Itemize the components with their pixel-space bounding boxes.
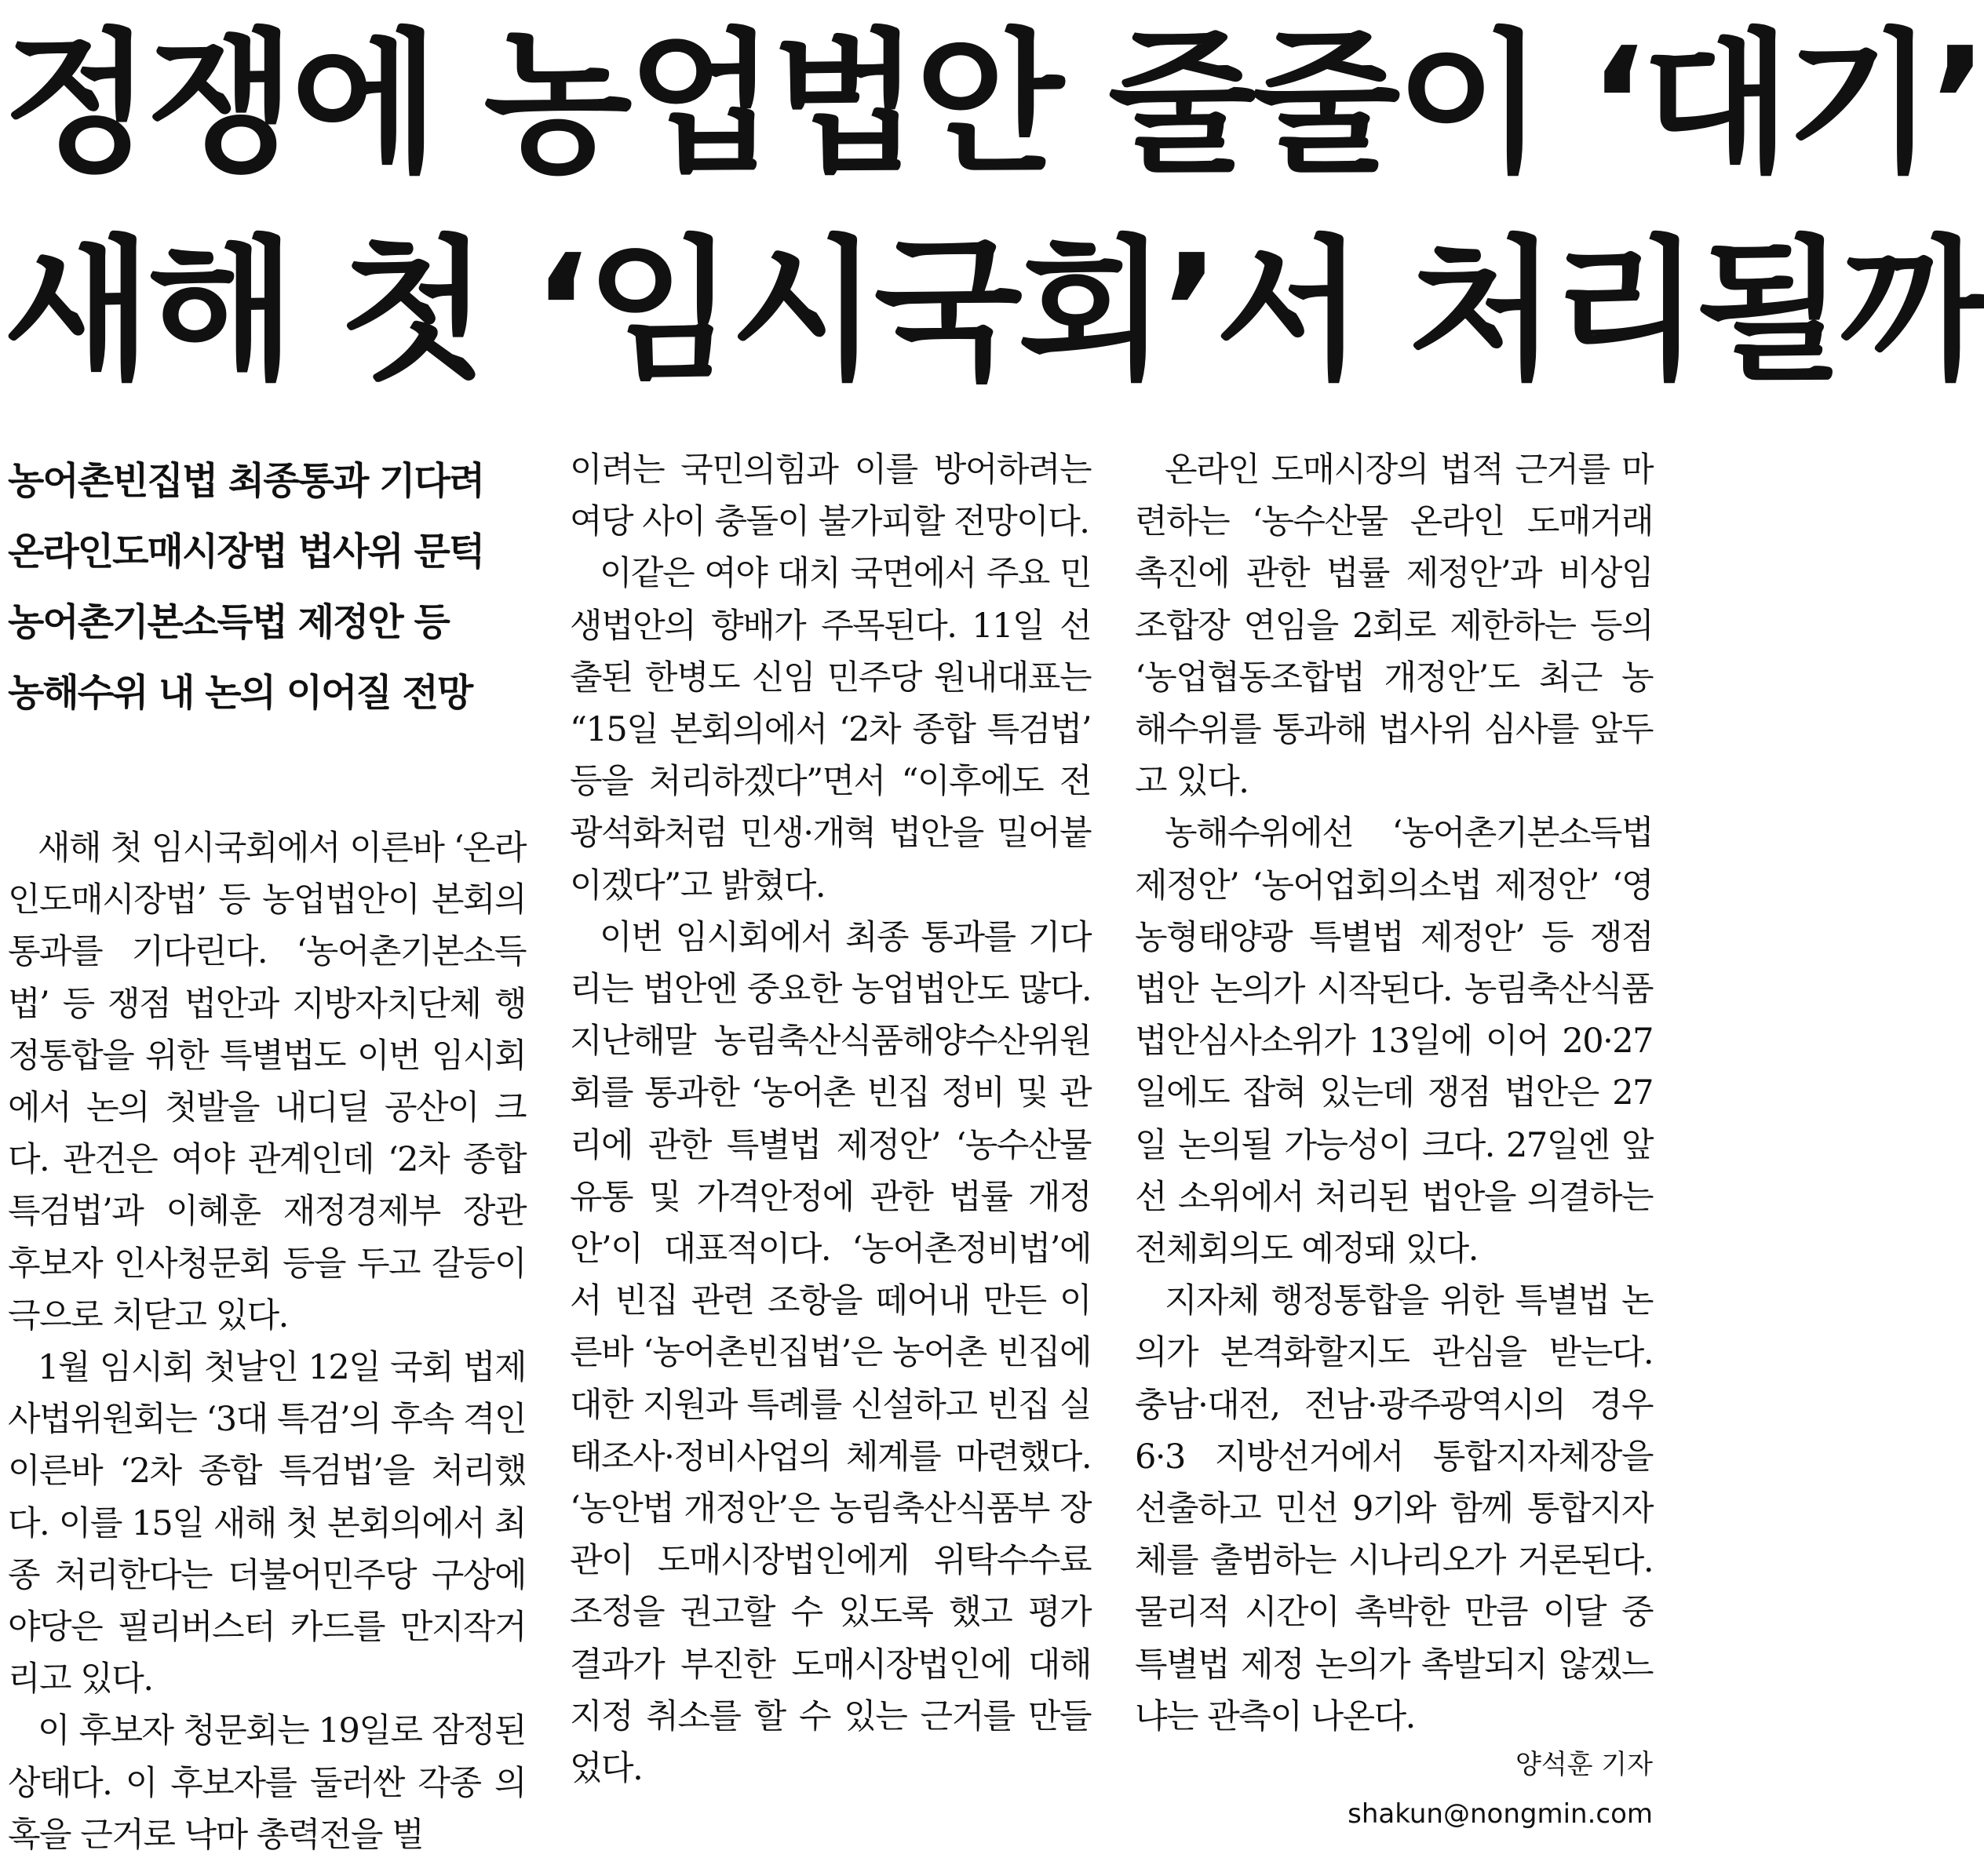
body-paragraph: 1월 임시회 첫날인 12일 국회 법제사법위원회는 ‘3대 특검’의 후속 격인 이른바 ‘2차 종합 특검법’을 처리했다. 이를 15일 새해 첫 본회의에서 최종 처리한다는 더불어민주당 구상에 야당은 필리버스터 카드를 만지작거리고 있다. <box>8 1348 526 1699</box>
headline-line-2: 새해 첫 ‘임시국회’서 처리될까 <box>3 222 1984 401</box>
body-paragraph: 새해 첫 임시국회에서 이른바 ‘온라인도매시장법’ 등 농업법안이 본회의 통과를 기다린다. ‘농어촌기본소득법’ 등 쟁점 법안과 지방자치단체 행정통합을 위한 특별법도 이번 임시회에서 논의 첫발을 내디딜 공산이 크다. 관건은 여야 관계인데 ‘2차 종합 특검법’과 이혜훈 재정경제부 장관 후보자 인사청문회 등을 두고 갈등이 극으로 치닫고 있다. <box>8 829 526 1335</box>
reporter-byline: 양석훈 기자 <box>1515 1749 1653 1781</box>
headline-line-1: 정쟁에 농업법안 줄줄이 ‘대기’ <box>3 15 1984 194</box>
reporter-email: shakun@nongmin.com <box>1348 1798 1653 1830</box>
subheadline: 농어촌기본소득법 제정안 등 <box>8 600 449 644</box>
body-paragraph: 이번 임시회에서 최종 통과를 기다리는 법안엔 중요한 농업법안도 많다. 지난해말 농림축산식품해양수산위원회를 통과한 ‘농어촌 빈집 정비 및 관리에 관한 특별법 제정안’ ‘농수산물 유통 및 가격안정에 관한 법률 개정안’이 대표적이다. ‘농어촌정비법’에서 빈집 관련 조항을 떼어내 만든 이른바 ‘농어촌빈집법’은 농어촌 빈집에 대한 지원과 특례를 신설하고 빈집 실태조사·정비사업의 체계를 마련했다. ‘농안법 개정안’은 농림축산식품부 장관이 도매시장법인에게 위탁수수료 조정을 권고할 수 있도록 했고 평가 결과가 부진한 도매시장법인에 대해 지정 취소를 할 수 있는 근거를 만들었다. <box>570 917 1091 1789</box>
subheadline: 온라인도매시장법 법사위 문턱 <box>8 530 484 574</box>
body-paragraph: 농해수위에선 ‘농어촌기본소득법 제정안’ ‘농어업회의소법 제정안’ ‘영농형태양광 특별법 제정안’ 등 쟁점 법안 논의가 시작된다. 농림축산식품법안심사소위가 13일에 이어 20·27일에도 잡혀 있는데 쟁점 법안은 27일 논의될 가능성이 크다. 27일엔 앞선 소위에서 처리된 법안을 의결하는 전체회의도 예정돼 있다. <box>1135 814 1653 1269</box>
body-paragraph: 이 후보자 청문회는 19일로 잠정된 상태다. 이 후보자를 둘러싼 각종 의혹을 근거로 낙마 총력전을 벌 <box>8 1711 526 1855</box>
body-paragraph: 이같은 여야 대치 국면에서 주요 민생법안의 향배가 주목된다. 11일 선출된 한병도 신임 민주당 원내대표는 “15일 본회의에서 ‘2차 종합 특검법’ 등을 처리하겠다”면서 “이후에도 전광석화처럼 민생·개혁 법안을 밀어붙이겠다”고 밝혔다. <box>570 554 1091 905</box>
subheadline-list <box>8 446 526 728</box>
article-column-2 <box>570 444 1091 1868</box>
subheadline: 농어촌빈집법 최종통과 기다려 <box>8 459 484 503</box>
body-paragraph: 이려는 국민의힘과 이를 방어하려는 여당 사이 충돌이 불가피할 전망이다. <box>570 450 1091 542</box>
article-column-1 <box>8 446 526 1870</box>
body-paragraph: 지자체 행정통합을 위한 특별법 논의가 본격화할지도 관심을 받는다. 충남·대전, 전남·광주광역시의 경우 6·3 지방선거에서 통합지자체장을 선출하고 민선 9기와 함께 통합지자체를 출범하는 시나리오가 거론된다. 물리적 시간이 촉박한 만큼 이달 중 특별법 제정 논의가 촉발되지 않겠느냐는 관측이 나온다. <box>1135 1281 1653 1736</box>
subheadline: 농해수위 내 논의 이어질 전망 <box>8 671 472 715</box>
article-column-3 <box>1135 444 1653 1868</box>
body-paragraph: 온라인 도매시장의 법적 근거를 마련하는 ‘농수산물 온라인 도매거래 촉진에 관한 법률 제정안’과 비상임 조합장 연임을 2회로 제한하는 등의 ‘농업협동조합법 개정안’도 최근 농해수위를 통과해 법사위 심사를 앞두고 있다. <box>1135 450 1653 802</box>
